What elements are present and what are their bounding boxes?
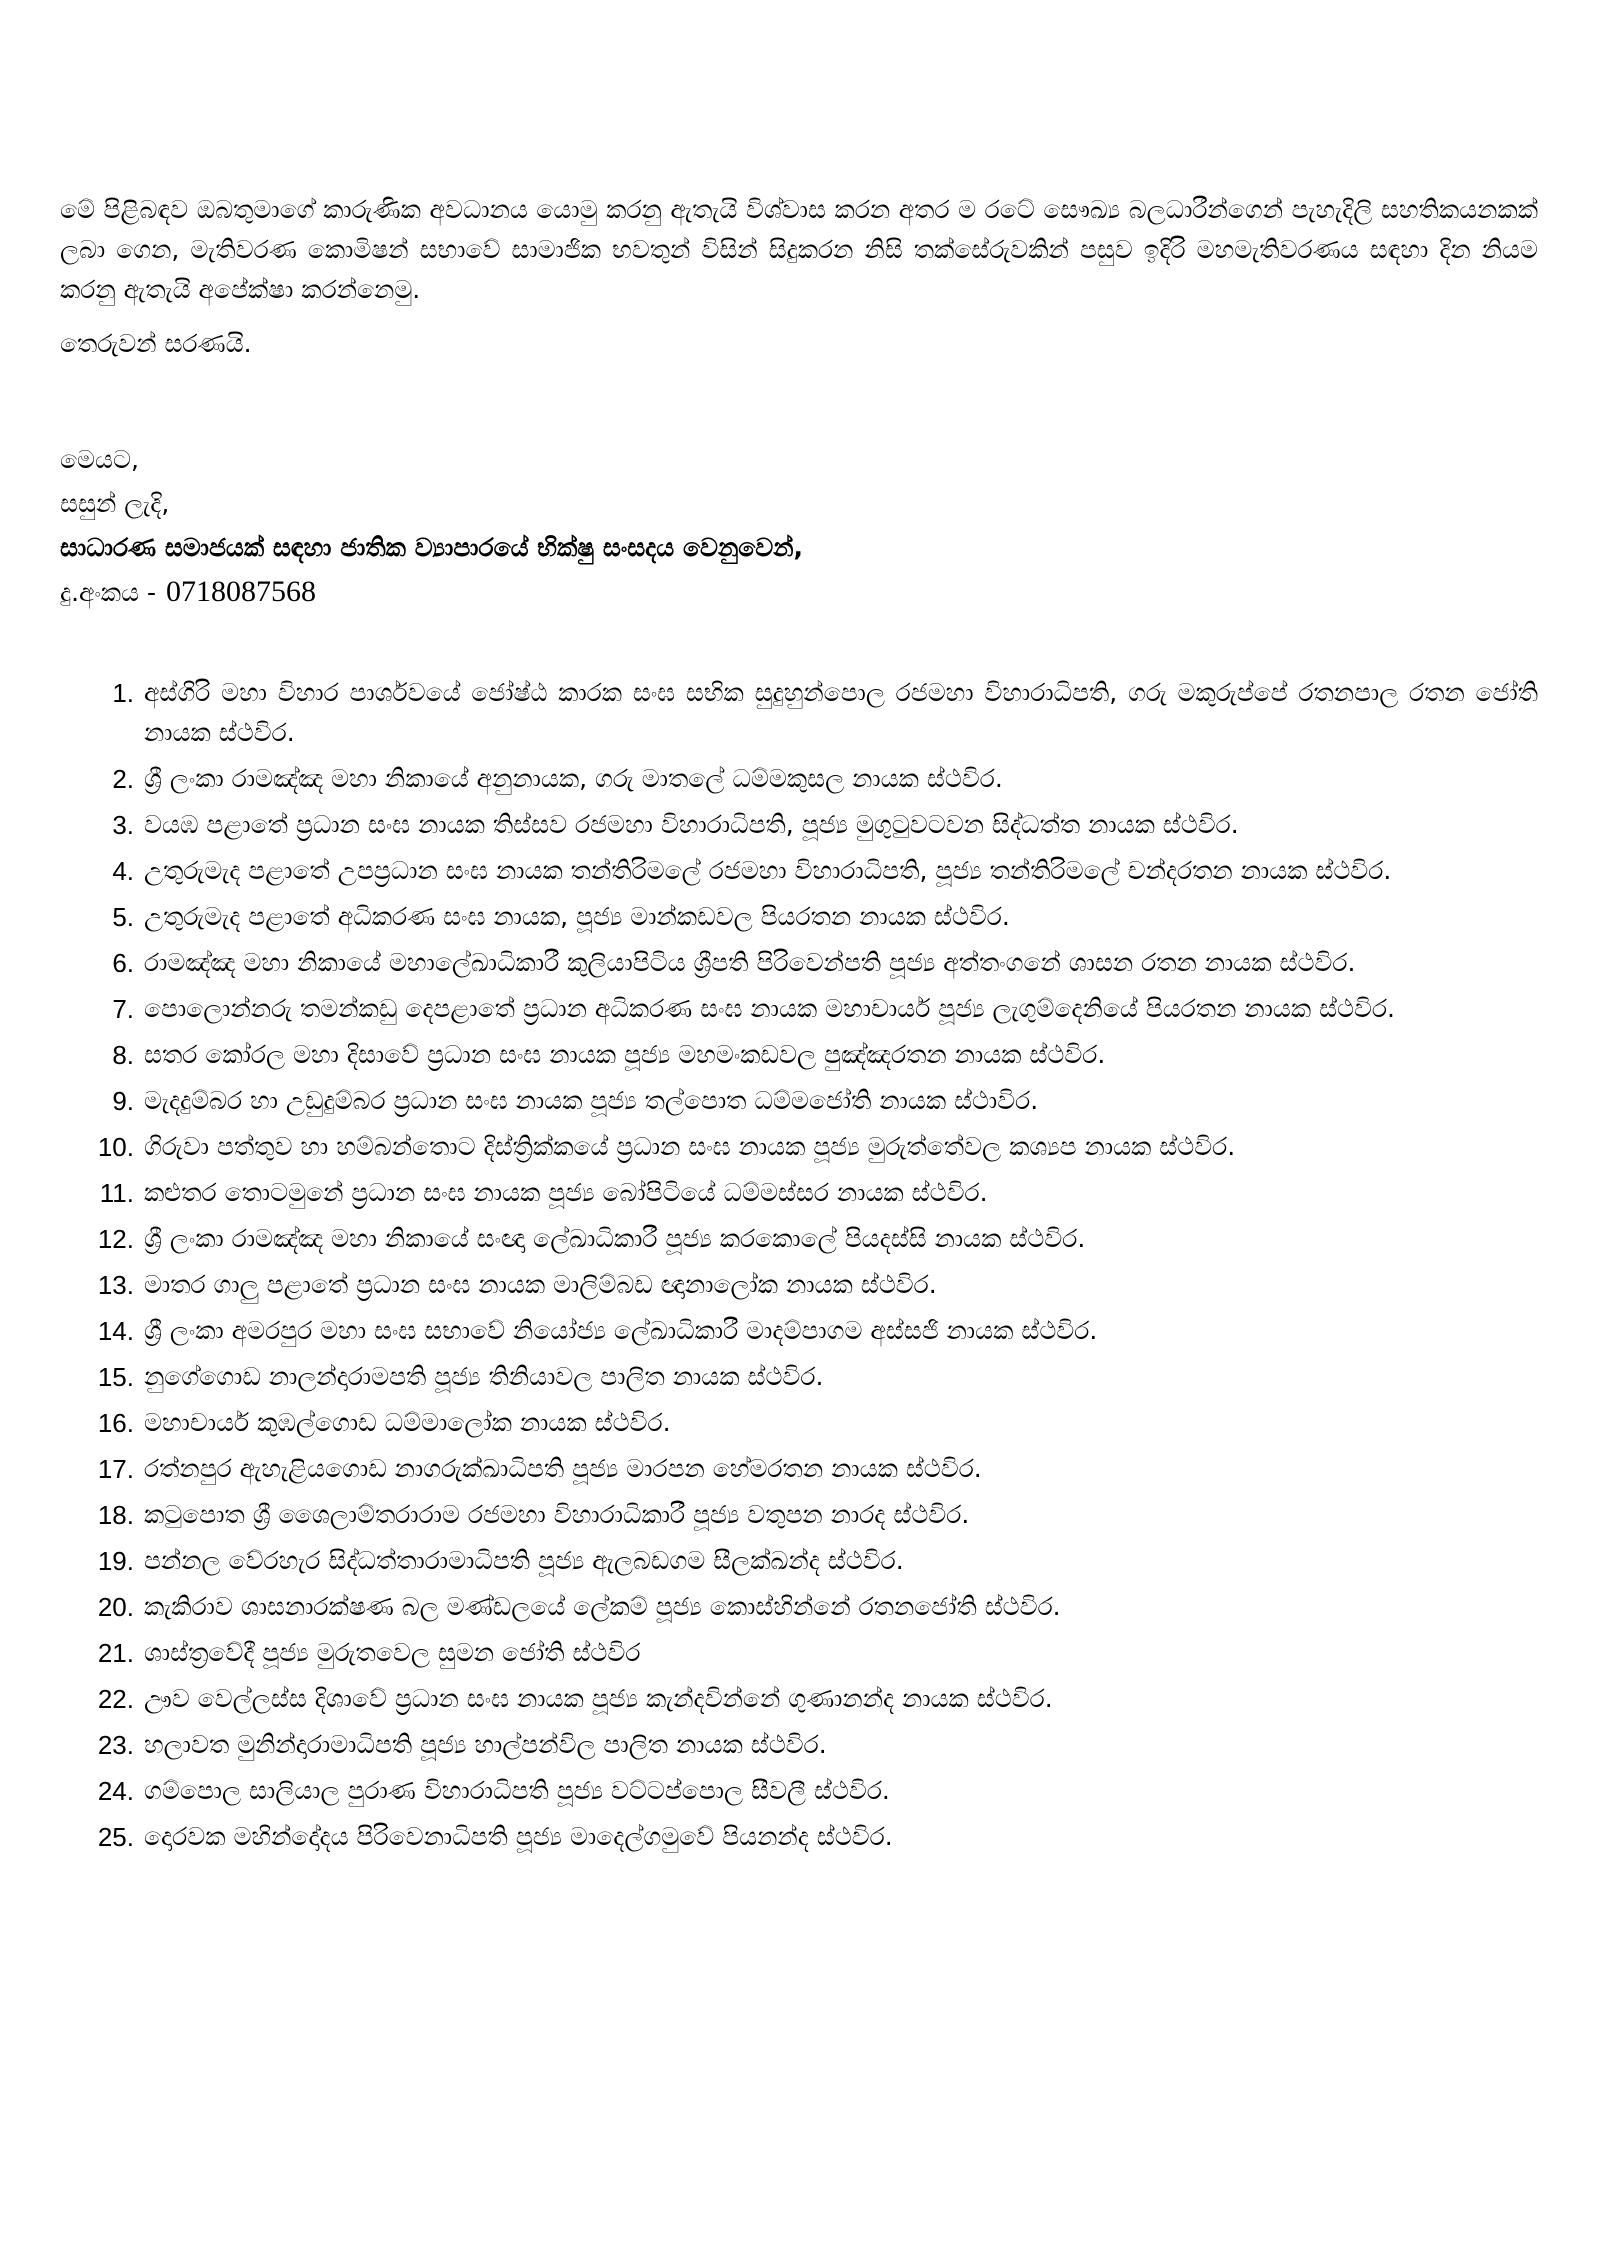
list-item-text: මහාචාර්ය කුඹල්ගොඩ ධම්මාලෝක නායක ස්ථවිර. [144, 1408, 671, 1437]
list-item-number: 16. [97, 1408, 134, 1438]
list-item [60, 1633, 1538, 1673]
list-item-text: හලාවත මුනින්දාරාමාධිපති පූජ්‍ය හාල්පන්විල පාලිත නායක ස්ථවිර. [144, 1730, 827, 1759]
list-item-number: 4. [112, 856, 134, 886]
signatory-list [60, 673, 1538, 1857]
list-item-text: මැදදුම්බර හා උඩුදුම්බර ප්‍රධාන සංඝ නායක පූජ්‍ය තල්පොත ධම්මජෝති නායක ස්ථාවිර. [144, 1086, 1039, 1115]
list-item [60, 1357, 1538, 1397]
list-item-number: 24. [97, 1776, 134, 1806]
list-item [60, 1725, 1538, 1765]
list-item-text: සතර කෝරල මහා දිසාවේ ප්‍රධාන සංඝ නායක පූජ්‍ය මහමංකඩවල පුඤ්ඤරතන නායක ස්ථවිර. [144, 1040, 1106, 1069]
list-item [60, 1311, 1538, 1351]
list-item-text: වයඹ පළාතේ ප්‍රධාන සංඝ නායක තිස්සව රජමහා විහාරාධිපති, පූජ්‍ය මුගුටුවටවන සිද්ධත්ත නායක ස්ථවිර. [144, 810, 1239, 839]
list-item-text: අස්ගිරි මහා විහාර පාර්ශවයේ ජෝෂ්ඨ කාරක සංඝ සභික සුදුහුන්පොල රජමහා විහාරාධිපති, ගරු මකුරුප්පේ රතනපාල රතන ජෝති නායක ස්ථවිර. [144, 678, 1538, 747]
list-item-number: 23. [97, 1730, 134, 1760]
list-item-text: කැකිරාව ශාසනාරක්ෂණ බල මණ්ඩලයේ ලේකම් පූජ්‍ය කොස්හින්නේ රතනජෝති ස්ථවිර. [144, 1592, 1061, 1621]
list-item-text: මාතර ගාලු පළාතේ ප්‍රධාන සංඝ නායක මාලිම්බඩ ඥානාලෝක නායක ස්ථවිර. [144, 1270, 937, 1299]
list-item-number: 3. [112, 810, 134, 840]
list-item-text: ඌව වෙල්ලස්ස දිශාවේ ප්‍රධාන සංඝ නායක පූජ්‍ය කැන්දවින්නේ ගුණානන්ද නායක ස්ථවිර. [144, 1684, 1053, 1713]
list-item-text: කටුපොත ශ්‍රී ශෛලාම්තරාරාම රජමහා විහාරාධිකාරී පූජ්‍ය වතුපන නාරද ස්ථවිර. [144, 1500, 970, 1529]
list-item-text: ශ්‍රී ලංකා රාමඤ්ඤ මහා නිකායේ අනුනායක, ගරු මාතලේ ධම්මකුසල නායක ස්ථවිර. [144, 764, 1003, 793]
list-item [60, 1403, 1538, 1443]
spacer [60, 364, 1538, 438]
list-item [60, 673, 1538, 753]
list-item-number: 18. [97, 1500, 134, 1530]
list-item-text: නුගේගොඩ නාලන්දාරාමපති පූජ්‍ය තිනියාවල පාලිත නායක ස්ථවිර. [144, 1362, 824, 1391]
list-item [60, 1035, 1538, 1075]
list-item-text: ශ්‍රී ලංකා රාමඤ්ඤ මහා නිකායේ සංඥා ලේඛාධිකාරී පූජ්‍ය කරකොලේ පියදස්සි නායක ස්ථවිර. [144, 1224, 1086, 1253]
list-item-text: ගම්පොල සාලියාල පුරාණ විහාරාධිපති පූජ්‍ය වට්ටප්පොල සීවලී ස්ථවිර. [144, 1776, 890, 1805]
list-item-text: ශ්‍රී ලංකා අමරපුර මහා සංඝ සභාවේ නියෝජ්‍ය ලේඛාධිකාරී මාදම්පාගම අස්සජි නායක ස්ථවිර. [144, 1316, 1098, 1345]
list-item-number: 9. [112, 1086, 134, 1116]
list-item-text: රාමඤ්ඤ මහා නිකායේ මහාලේඛාධිකාරී කුලියාපිටිය ශ්‍රීපති පිරිවෙන්පති පූජ්‍ය අත්තංගනේ ශාසන රතන නායක ස්ථවිර. [144, 948, 1356, 977]
list-item-number: 1. [112, 678, 134, 708]
list-item-text: උතුරුමැද පළාතේ අධිකරණ සංඝ නායක, පූජ්‍ය මාන්කඩවල පියරතන නායක ස්ථවිර. [144, 902, 1010, 931]
list-item [60, 1127, 1538, 1167]
list-item [60, 943, 1538, 983]
list-item-number: 19. [97, 1546, 134, 1576]
list-item [60, 805, 1538, 845]
list-item-number: 14. [97, 1316, 134, 1346]
list-item-number: 13. [97, 1270, 134, 1300]
signature-line-1: මෙයට, [60, 445, 139, 474]
list-item-text: දොරවක මහින්දෝදය පිරිවෙනාධිපති පූජ්‍ය මාදෙල්ගමුවේ පියනන්ද ස්ථවිර. [144, 1822, 893, 1851]
list-item [60, 989, 1538, 1029]
list-item [60, 1771, 1538, 1811]
list-item-number: 17. [97, 1454, 134, 1484]
list-item [60, 1587, 1538, 1627]
list-item-text: ගිරුවා පත්තුව හා හම්බන්තොට දිස්ත්‍රික්කයේ ප්‍රධාන සංඝ නායක පූජ්‍ය මුරුත්තේවල කශ්‍යප නායක ස්ථවිර. [144, 1132, 1236, 1161]
list-item-number: 21. [97, 1638, 134, 1668]
list-item-text: පොලොන්නරු තමන්කඩු දෙපළාතේ ප්‍රධාන අධිකරණ සංඝ නායක මහාචාර්ය පූජ්‍ය ලැගුම්දෙනියේ පියරතන නායක ස්ථවිර. [144, 994, 1395, 1023]
list-item [60, 1495, 1538, 1535]
list-item-text: ශාස්ත්‍රවේදී පූජ්‍ය මුරුතවෙල සුමන ජෝති ස්ථවිර [144, 1638, 641, 1667]
signature-phone [60, 570, 1538, 615]
list-item-text: පන්නල වේරහැර සිද්ධත්තාරාමාධිපති පූජ්‍ය ඇලබඩගම සීලක්ඛන්ද ස්ථවිර. [144, 1546, 904, 1575]
list-item-number: 7. [112, 994, 134, 1024]
list-item [60, 759, 1538, 799]
intro-paragraph: මේ පිළිබඳව ඔබතුමාගේ කාරුණික අවධානය යොමු කරනු ඇතැයි විශ්වාස කරන අතර ම රටේ සෞඛ්‍ය බලධාරීන්ගෙන් පැහැදිලි සහතිකයනකක් ලබා ගෙන, මැතිවරණ කොමිෂන් සභාවේ සාමාජික භවතුන් විසින් සිදුකරන නිසි තක්සේරුවකින් පසුව ඉදිරි මහමැතිවරණය සඳහා දින නියම කරනු ඇතැයි අපේක්ෂා කරන්නෙමු. [60, 195, 1538, 304]
list-item [60, 897, 1538, 937]
list-item-number: 22. [97, 1684, 134, 1714]
list-item-text: උතුරුමැද පළාතේ උපප්‍රධාන සංඝ නායක තන්තිරිමලේ රජමහා විහාරාධිපති, පූජ්‍ය තන්තිරිමලේ චන්දරතන නායක ස්ථවිර. [144, 856, 1392, 885]
list-item-number: 15. [97, 1362, 134, 1392]
list-item-number: 10. [97, 1132, 134, 1162]
signature-organization: සාධාරණ සමාජයක් සඳහා ජාතික ව්‍යාපාරයේ භික්ෂු සංසදය වෙනුවෙන්, [60, 533, 804, 562]
signature-line-2: සසුන් ලැදි, [60, 489, 170, 518]
list-item-number: 12. [97, 1224, 134, 1254]
list-item [60, 1541, 1538, 1581]
list-item [60, 1449, 1538, 1489]
list-item-number: 2. [112, 764, 134, 794]
list-item-number: 8. [112, 1040, 134, 1070]
list-item-number: 25. [97, 1822, 134, 1852]
list-item-text: කළුතර තොටමුනේ ප්‍රධාන සංඝ නායක පූජ්‍ය බෝපිටියේ ධම්මස්සර නායක ස්ථවිර. [144, 1178, 988, 1207]
letter-page [60, 190, 1538, 1863]
closing-line: තෙරුවන් සරණයි. [60, 329, 252, 358]
list-item [60, 1265, 1538, 1305]
signature-block [60, 438, 1538, 615]
list-item [60, 1817, 1538, 1857]
list-item [60, 1219, 1538, 1259]
phone-label: දු.අංකය - [60, 578, 157, 607]
phone-number: 0718087568 [166, 575, 317, 608]
list-item-text: රත්නපුර ඇහැළියගොඩ නාගරුක්ඛාධිපති පූජ්‍ය මාරපන හේමරතන නායක ස්ථවිර. [144, 1454, 982, 1483]
list-item-number: 20. [97, 1592, 134, 1622]
list-item [60, 851, 1538, 891]
list-item-number: 11. [99, 1178, 134, 1208]
list-item-number: 6. [112, 948, 134, 978]
list-item-number: 5. [112, 902, 134, 932]
list-item [60, 1081, 1538, 1121]
list-item [60, 1173, 1538, 1213]
list-item [60, 1679, 1538, 1719]
